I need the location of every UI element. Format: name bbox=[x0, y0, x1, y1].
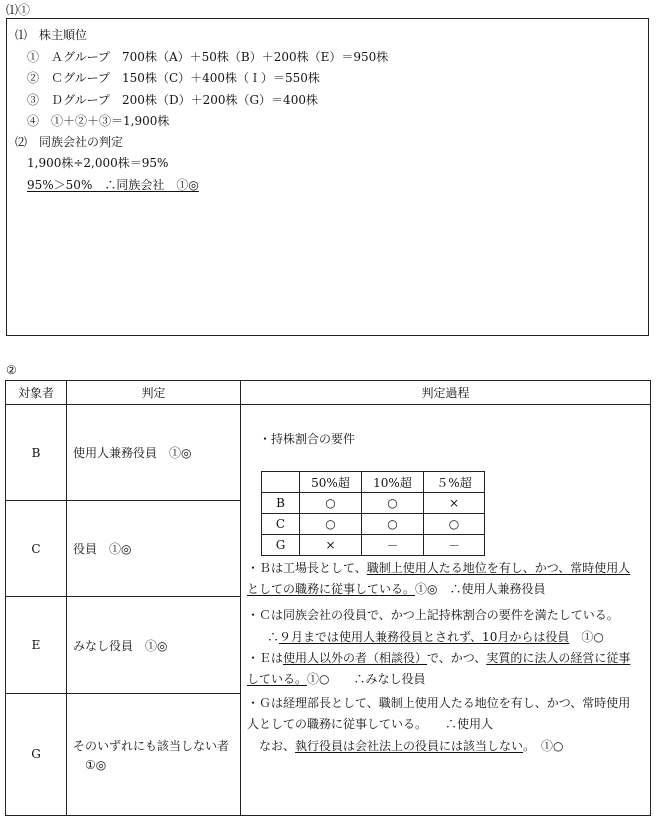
inner-cell: ○ bbox=[362, 514, 424, 535]
subject-c: C bbox=[6, 501, 67, 597]
judgment-g bbox=[67, 693, 241, 815]
header-judgment: 判定 bbox=[67, 381, 241, 405]
text-span: ①○ ∴みなし役員 bbox=[307, 672, 426, 686]
group-row-4: ④ ①＋②＋③＝1,900株 bbox=[27, 114, 170, 128]
ratio-calc: 1,900株÷2,000株＝95% bbox=[27, 156, 169, 170]
inner-cell: － bbox=[362, 535, 424, 556]
judgment-c: 役員 ①◎ bbox=[67, 501, 241, 597]
b-reason-line2 bbox=[247, 583, 546, 595]
text-span: で、かつ、 bbox=[427, 651, 487, 665]
inner-cell: × bbox=[424, 493, 485, 514]
judgment-g-line2: ①◎ bbox=[85, 757, 107, 772]
inner-cell: ○ bbox=[362, 493, 424, 514]
text-span: 実質的に法人の経営に従事 bbox=[486, 651, 631, 665]
subject-b: B bbox=[6, 405, 67, 501]
inner-header-blank bbox=[262, 472, 300, 493]
g-reason-line1: ・Ｇは経理部長として、職制上使用人たる地位を有し、かつ、常時使用 bbox=[247, 696, 631, 710]
c-reason-line1: ・Ｃは同族会社の役員で、かつ上記持株割合の要件を満たしている。 bbox=[247, 608, 619, 622]
family-company-heading: ⑵ 同族会社の判定 bbox=[15, 135, 124, 149]
c-reason-line2 bbox=[267, 631, 604, 643]
shareholder-rank-heading: ⑴ 株主順位 bbox=[15, 28, 88, 42]
part1-label: ⑴① bbox=[6, 3, 31, 17]
judgment-g-line1: そのいずれにも該当しない者 bbox=[73, 738, 230, 753]
holding-ratio-table bbox=[261, 471, 485, 556]
text-span: 使用人以外の者（相談役） bbox=[283, 651, 428, 665]
text-span: ①○ bbox=[581, 630, 604, 644]
text-span: なお、 bbox=[259, 739, 296, 753]
header-process: 判定過程 bbox=[241, 381, 651, 405]
text-span: ・Ｂは工場長として、 bbox=[247, 561, 367, 575]
text-span: 執行役員は会社法上の役員には該当しない bbox=[295, 739, 524, 753]
text-span: ①◎ ∴使用人兼務役員 bbox=[415, 582, 546, 596]
judgment-table bbox=[5, 380, 651, 816]
inner-cell: B bbox=[262, 493, 300, 514]
inner-cell: ○ bbox=[300, 514, 362, 535]
inner-cell: C bbox=[262, 514, 300, 535]
g-reason-line2: 人としての職務に従事している。 ∴使用人 bbox=[247, 717, 494, 731]
subject-g: G bbox=[6, 693, 67, 815]
part2-label: ② bbox=[6, 363, 17, 377]
inner-header-10: 10%超 bbox=[362, 472, 424, 493]
section1-box bbox=[6, 18, 649, 336]
inner-cell: × bbox=[300, 535, 362, 556]
e-reason-line2 bbox=[247, 673, 426, 685]
judgment-b: 使用人兼務役員 ①◎ bbox=[67, 405, 241, 501]
g-reason-line3 bbox=[259, 740, 564, 752]
text-span: ・Ｅは bbox=[247, 651, 284, 665]
inner-header-5: ５%超 bbox=[424, 472, 485, 493]
group-row-2: ② Ｃグループ 150株（C）＋400株（Ｉ）＝550株 bbox=[27, 71, 320, 85]
group-row-1: ① Ａグループ 700株（A）＋50株（B）＋200株（E）＝950株 bbox=[27, 50, 389, 64]
text-span: ∴ bbox=[267, 630, 280, 644]
text-span: している。 bbox=[247, 672, 308, 686]
b-reason-line1 bbox=[247, 562, 630, 574]
e-reason-line1 bbox=[247, 652, 630, 664]
inner-cell: G bbox=[262, 535, 300, 556]
family-company-conclusion: 95%＞50% ∴同族会社 ①◎ bbox=[27, 178, 199, 192]
text-span: ９月までは使用人兼務役員とされず、10月からは役員 bbox=[279, 630, 570, 644]
text-span: 。 ①○ bbox=[523, 739, 564, 753]
subject-e: E bbox=[6, 597, 67, 693]
inner-cell: ○ bbox=[300, 493, 362, 514]
judgment-e: みなし役員 ①◎ bbox=[67, 597, 241, 693]
holding-requirement-title: ・持株割合の要件 bbox=[259, 432, 356, 446]
inner-cell: － bbox=[424, 535, 485, 556]
text-span: 職制上使用人たる地位を有し、かつ、常時使用人 bbox=[366, 561, 631, 575]
group-row-3: ③ Ｄグループ 200株（D）＋200株（G）＝400株 bbox=[27, 93, 318, 107]
process-cell bbox=[241, 405, 651, 816]
header-subject: 対象者 bbox=[6, 381, 67, 405]
inner-cell: ○ bbox=[424, 514, 485, 535]
text-span: としての職務に従事している。 bbox=[247, 582, 416, 596]
inner-header-50: 50%超 bbox=[300, 472, 362, 493]
